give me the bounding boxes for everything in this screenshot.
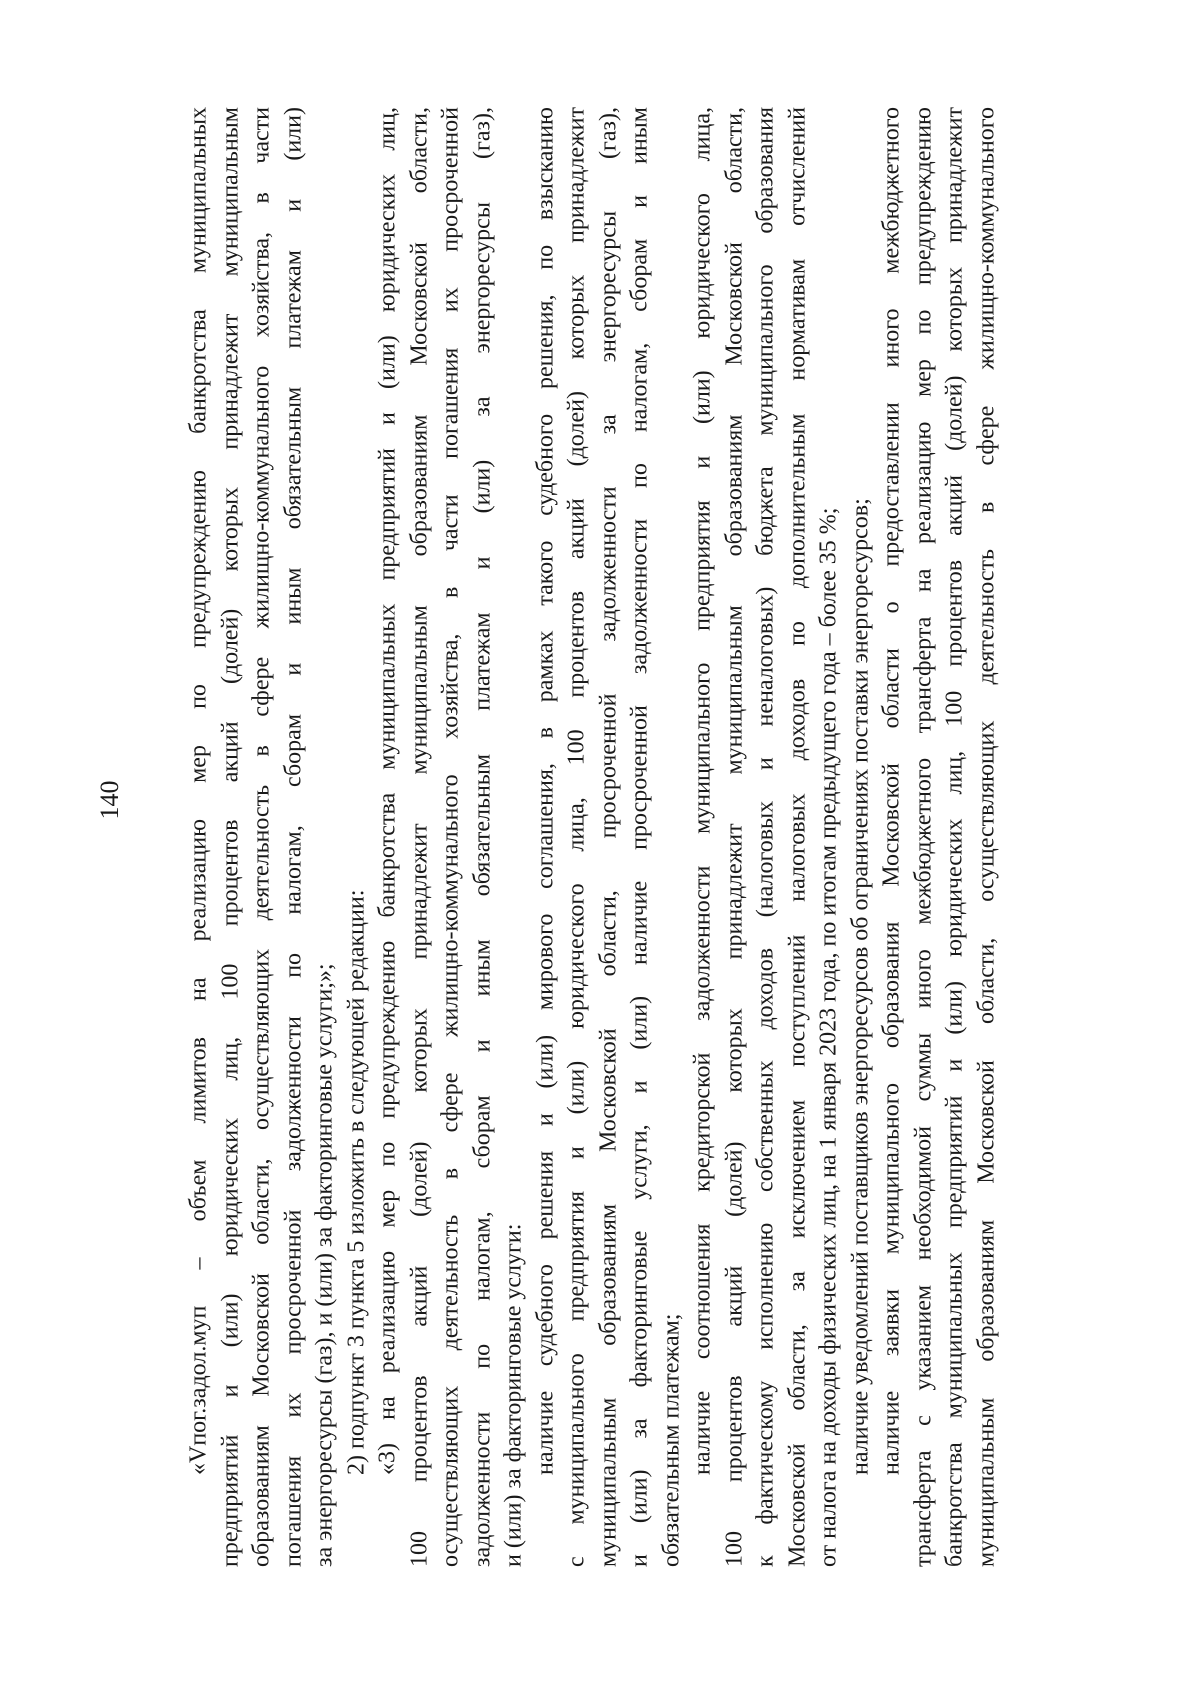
text-line: «3) на реализацию мер по предупреждению банкротства муниципальных предприятий и (или) юридических лиц,	[374, 107, 401, 1475]
text-line: 2) подпункт 3 пункта 5 изложить в следующей редакции:	[343, 889, 369, 1475]
text-line: к фактическому исполнению собственных доходов (налоговых и неналоговых) бюджета муниципального образования	[752, 107, 779, 1567]
text-line: наличие соотношения кредиторской задолженности муниципального предприятия и (или) юридического лица,	[689, 107, 716, 1475]
text-line: наличие судебного решения и (или) мирового соглашения, в рамках такого судебного решения, по взысканию	[532, 107, 558, 1475]
text-line: за энергоресурсы (газ), и (или) за факторинговые услуги;»;	[311, 963, 338, 1567]
text-line: наличие уведомлений поставщиков энергоресурсов об ограничениях поставки энергоресурсов;	[847, 498, 873, 1475]
text-line: банкротства муниципальных предприятий и (или) юридических лиц, 100 процентов акций (долей) которых принадлежит	[941, 107, 968, 1567]
text-line: 100 процентов акций (долей) которых принадлежит муниципальным образованиям Московской области,	[406, 107, 432, 1567]
page-number: 140	[95, 780, 124, 820]
text-line: и (или) за факторинговые услуги:	[500, 1223, 527, 1567]
text-line: с муниципального предприятия и (или) юридического лица, 100 процентов акций (долей) которых принадлежит	[563, 107, 590, 1567]
text-line: наличие заявки муниципального образования Московской области о предоставлении иного межбюджетного	[878, 107, 905, 1475]
text-line: образованиям Московской области, осуществляющих деятельность в сфере жилищно-коммунального хозяйства, в части	[248, 107, 275, 1567]
text-line: 100 процентов акций (долей) которых принадлежит муниципальным образованиям Московской области,	[721, 107, 747, 1567]
text-line: и (или) за факторинговые услуги, и (или) наличие просроченной задолженности по налогам, сборам и иным	[626, 107, 653, 1567]
text-line: от налога на доходы физических лиц, на 1 января 2023 года, по итогам предыдущего года – более 35 %;	[815, 507, 842, 1567]
text-line: погашения их просроченной задолженности по налогам, сборам и иным обязательным платежам и (или)	[280, 107, 306, 1567]
text-line: трансферта с указанием необходимой суммы иного межбюджетного трансферта на реализацию мер по предупреждению	[910, 107, 936, 1567]
text-line: предприятий и (или) юридических лиц, 100 процентов акций (долей) которых принадлежит муниципальным	[217, 107, 243, 1567]
text-line: Московской области, за исключением поступлений налоговых доходов по дополнительным нормативам отчислений	[784, 107, 810, 1567]
document-body	[184, 107, 1003, 1567]
text-line: обязательным платежам;	[658, 1313, 684, 1567]
text-line: задолженности по налогам, сборам и иным обязательным платежам и (или) за энергоресурсы (газ),	[469, 107, 495, 1567]
text-line: муниципальным образованиям Московской области, просроченной задолженности за энергоресурсы (газ),	[595, 107, 621, 1567]
text-line: муниципальным образованиям Московской области, осуществляющих деятельность в сфере жилищно-коммунального	[973, 107, 999, 1567]
text-line: «Vпог.задол.муп – объем лимитов на реализацию мер по предупреждению банкротства муниципальных	[185, 107, 212, 1475]
text-line: осуществляющих деятельность в сфере жилищно-коммунального хозяйства, в части погашения их просроченной	[437, 107, 464, 1567]
